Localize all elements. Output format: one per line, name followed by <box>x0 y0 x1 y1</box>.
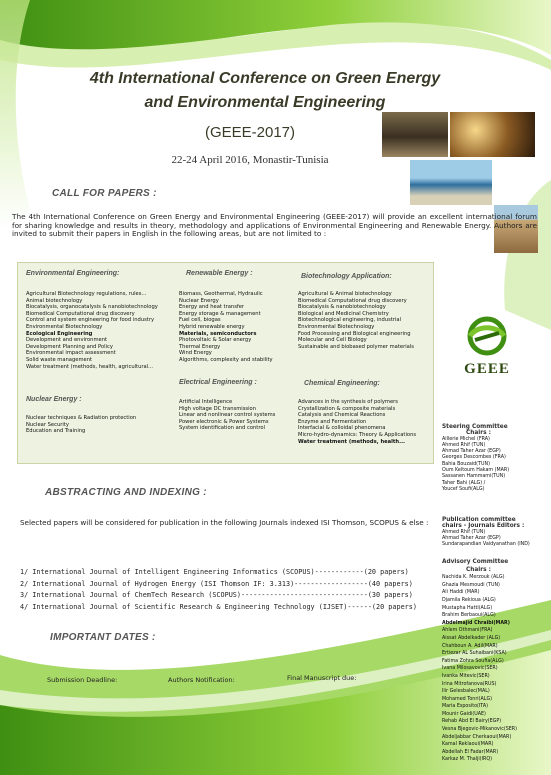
committee-member: Mounir Gaidi(UAE) <box>442 711 486 717</box>
journal-item: 2/ International Journal of Hydrogen Energy (ISI Thomson IF: 3.313)------------------(40 papers) <box>20 579 413 588</box>
list-item: System identification and control <box>179 425 265 432</box>
committee-member: Vesna Bjegovic-Mikanovic(SER) <box>442 727 517 733</box>
committee-member: Ivana Milosavovic(SER) <box>442 666 498 672</box>
committee-member: Abdellah El Fadar(MAR) <box>442 749 499 755</box>
list-item: Energy and heat transfer <box>179 304 245 311</box>
submission-deadline-label: Submission Deadline: <box>47 676 118 684</box>
committee-member: Brahim Berbaoui(ALG) <box>442 613 496 619</box>
geee-emblem-icon <box>447 315 527 357</box>
list-item: Development Planning and Policy <box>26 343 113 350</box>
committee-member: Ahlem Othmani(FRA) <box>442 628 493 634</box>
committee-member: Ali Haddi (MAR) <box>442 590 480 596</box>
list-item: Environmental Biotechnology <box>26 323 103 330</box>
biotech-heading: Biotechnology Application: <box>301 273 392 280</box>
list-item: Nuclear techniques & Radiation protection <box>26 415 137 421</box>
call-for-papers-heading: CALL FOR PAPERS : <box>52 188 157 199</box>
committee-member: Kamal Reklaoui(MAR) <box>442 742 494 748</box>
abstracting-heading: ABSTRACTING AND INDEXING : <box>45 487 207 498</box>
committee-member: Ghazia Mesmoudi (TUN) <box>442 582 500 588</box>
final-manuscript-label: Final Manuscript due: <box>287 674 357 682</box>
advisory-chairs-label: Chairs : <box>466 566 491 573</box>
list-item: Hybrid renewable energy <box>179 323 245 330</box>
conference-date-place: 22-24 April 2016, Monastir-Tunisia <box>171 154 329 166</box>
committee-member: Ahmed Rhif (TUN) <box>442 442 486 448</box>
advisory-committee <box>442 559 517 764</box>
committee-member: Ahmed Rhif (TUN) <box>442 529 486 535</box>
list-item: High voltage DC transmission <box>179 405 257 412</box>
list-item: Artificial Intelligence <box>179 399 233 405</box>
biotech-list <box>298 291 414 350</box>
publication-chairs-label: chairs - Journals Editors : <box>442 523 525 530</box>
electrical-heading: Electrical Engineering : <box>179 379 257 386</box>
committee-member: Irina Mitrofanova(RUS) <box>442 681 497 687</box>
list-item: Development and environment <box>26 337 108 344</box>
committee-member: Ertiezar AL Suhaibani(KSA) <box>442 651 507 657</box>
list-item: Food Processing and Biological engineering <box>298 330 411 337</box>
advisory-committee-heading: Advisory Committee <box>442 559 509 565</box>
geee-logo <box>447 315 527 375</box>
list-item: Interfacial & colloidal phenomena <box>298 425 386 432</box>
call-for-papers-intro: The 4th International Conference on Green Energy and Environmental Engineering (GEEE-2017) will provide an excellent international forum for sharing knowledge and results in theory, methodology and applications of Environmental Engineering and Renewable Energy. Authors are invited to submit their papers in English in the following areas, but are not limited to : <box>12 212 537 239</box>
committee-member: Abdelmajid Chraibi(MAR) <box>442 620 510 626</box>
list-item: Photovoltaic & Solar energy <box>179 337 252 344</box>
journal-item: 4/ International Journal of Scientific Research & Engineering Technology (IJSET)------(20 papers) <box>20 602 417 611</box>
list-item: Molecular and Cell Biology <box>298 337 367 344</box>
conference-title-line2: and Environmental Engineering <box>144 94 386 111</box>
photo-marina <box>382 112 448 157</box>
list-item: Thermal Energy <box>179 343 221 350</box>
committee-member: Aissat Abdelkader (ALG) <box>442 635 501 641</box>
committee-member: Ivanka Mitevic(SER) <box>442 673 490 679</box>
list-item: Nuclear Security <box>26 421 69 428</box>
list-item: Catalysis and Chemical Reactions <box>298 412 386 419</box>
journal-item: 1/ International Journal of Intelligent Engineering Informatics (SCOPUS)------------(20 papers) <box>20 568 409 576</box>
list-item: Education and Training <box>26 428 86 435</box>
list-item: Wind Energy <box>179 350 212 357</box>
nuclear-list <box>26 415 136 435</box>
important-dates-heading: IMPORTANT DATES : <box>50 632 156 643</box>
list-item: Biocatalysis, organocatalysis & nanobiotechnology <box>26 304 158 311</box>
env-heading: Environmental Engineering: <box>26 270 120 277</box>
list-item: Water treatment (methods, health... <box>298 438 406 445</box>
committee-member: Ilir Gelesbalec(MAL) <box>442 689 490 695</box>
journal-item: 3/ International Journal of ChemTech Research (SCOPUS)-------------------------------(30 papers) <box>20 591 413 599</box>
committee-member: Chahboun A. Adil(MAR) <box>442 643 498 649</box>
list-item: Biological and Medicinal Chemistry <box>298 310 389 317</box>
abstracting-text: Selected papers will be considered for publication in the following Journals indexed ISI Thomson, SCOPUS & else : <box>20 518 429 527</box>
committee-member: Mohamed Tonri(ALG) <box>442 696 493 702</box>
committee-member: Georges Descombes (FRA) <box>442 455 506 461</box>
list-item: Biomedical Computational drug discovery <box>26 310 135 317</box>
list-item: Linear and nonlinear control systems <box>179 412 276 419</box>
list-item: Biotechnological engineering, industrial <box>298 317 402 324</box>
conference-title-line1: 4th International Conference on Green Energy <box>89 70 441 87</box>
conference-acronym: (GEEE-2017) <box>204 124 296 141</box>
list-item: Agricultural Biotechnology regulations, rules... <box>26 291 147 297</box>
electrical-list <box>179 399 275 432</box>
renewable-heading: Renewable Energy : <box>186 270 253 277</box>
list-item: Algorithms, complexity and stability <box>179 356 273 363</box>
committee-member: Karkaz M. Thalji(IRQ) <box>442 757 493 763</box>
renewable-list <box>179 291 273 364</box>
env-list <box>26 291 158 370</box>
nuclear-heading: Nuclear Energy : <box>26 396 82 403</box>
steering-committee-heading: Steering Committee <box>442 424 508 430</box>
committee-member: Rehab Abd El Bairy(EGP) <box>442 719 502 725</box>
authors-notification-label: Authors Notification: <box>168 676 235 684</box>
list-item: Energy storage & management <box>179 310 261 317</box>
photo-street-night <box>450 112 535 157</box>
chemical-heading: Chemical Engineering: <box>304 380 380 387</box>
steering-chairs-label: Chairs : <box>466 430 491 437</box>
committee-member: Maria Esposito(ITA) <box>442 704 489 710</box>
committee-member: Taher Bahi (ALG) / <box>442 480 486 486</box>
committee-member: Youcef Soufi(ALG) <box>442 486 485 492</box>
list-item: Enzyme and Fermentation <box>298 418 367 425</box>
list-item: Animal biotechnology <box>26 297 83 304</box>
list-item: Biocatalysis & nanobiotechnology <box>298 304 386 311</box>
list-item: Biomass, Geothermal, Hydraulic <box>179 291 263 297</box>
committee-member: Fatima Zohra Soufia(ALG) <box>442 658 504 664</box>
committee-member: Bahia Bouzaid(TUN) <box>442 461 490 467</box>
list-item: Nuclear Energy <box>179 297 219 304</box>
list-item: Sustainable and biobased polymer materials <box>298 343 414 350</box>
list-item: Water treatment (methods, health, agricultural... <box>26 363 154 370</box>
list-item: Solid waste management <box>26 356 93 363</box>
committee-member: Sassanen Hammami(TUN) <box>442 474 506 480</box>
list-item: Advances in the synthesis of polymers <box>298 399 398 405</box>
list-item: Control and system engineering for food industry <box>26 317 155 324</box>
chemical-list <box>298 399 416 445</box>
list-item: Fuel cell, biogas <box>179 317 221 324</box>
journal-list <box>20 567 440 613</box>
steering-committee <box>442 424 509 493</box>
photo-coast <box>410 160 492 205</box>
committee-member: Ahmad Taher Azar (EGP) <box>442 535 501 541</box>
topics-panel <box>17 262 434 464</box>
list-item: Ecological Engineering <box>26 330 93 337</box>
list-item: Power electronic & Power Systems <box>179 418 269 425</box>
committee-member: Djamila Rekioua (ALG) <box>442 597 496 603</box>
list-item: Micro-hydro-dynamics: Theory & Applications <box>298 431 417 438</box>
committee-member: Mustapha Hatti(ALG) <box>442 605 493 611</box>
committee-member: Oum Keltoum Hakam (MAR) <box>442 468 510 474</box>
committee-member: Abdeljabbar Cherkaoui(MAR) <box>442 734 512 740</box>
list-item: Biomedical Computational drug discovery <box>298 297 407 304</box>
committee-member: Aillerie Michel (FRA) <box>442 436 490 442</box>
committee-member: Sundarapandian Vaidyanathan (IND) <box>442 542 530 548</box>
committee-member: Nachida K. Merzouk (ALG) <box>442 575 505 581</box>
list-item: Agricultural & Animal biotechnology <box>298 291 392 297</box>
list-item: Environmental Biotechnology <box>298 323 375 330</box>
publication-committee <box>442 517 530 548</box>
list-item: Materials, semiconductors <box>179 330 257 337</box>
publication-committee-heading: Publication committee <box>442 517 516 523</box>
list-item: Environmental impact assessment <box>26 350 116 357</box>
committee-member: Ahmad Taher Azar (EGP) <box>442 449 501 455</box>
list-item: Crystallization & composite materials <box>298 405 396 412</box>
geee-logo-text: GEEE <box>464 361 510 377</box>
